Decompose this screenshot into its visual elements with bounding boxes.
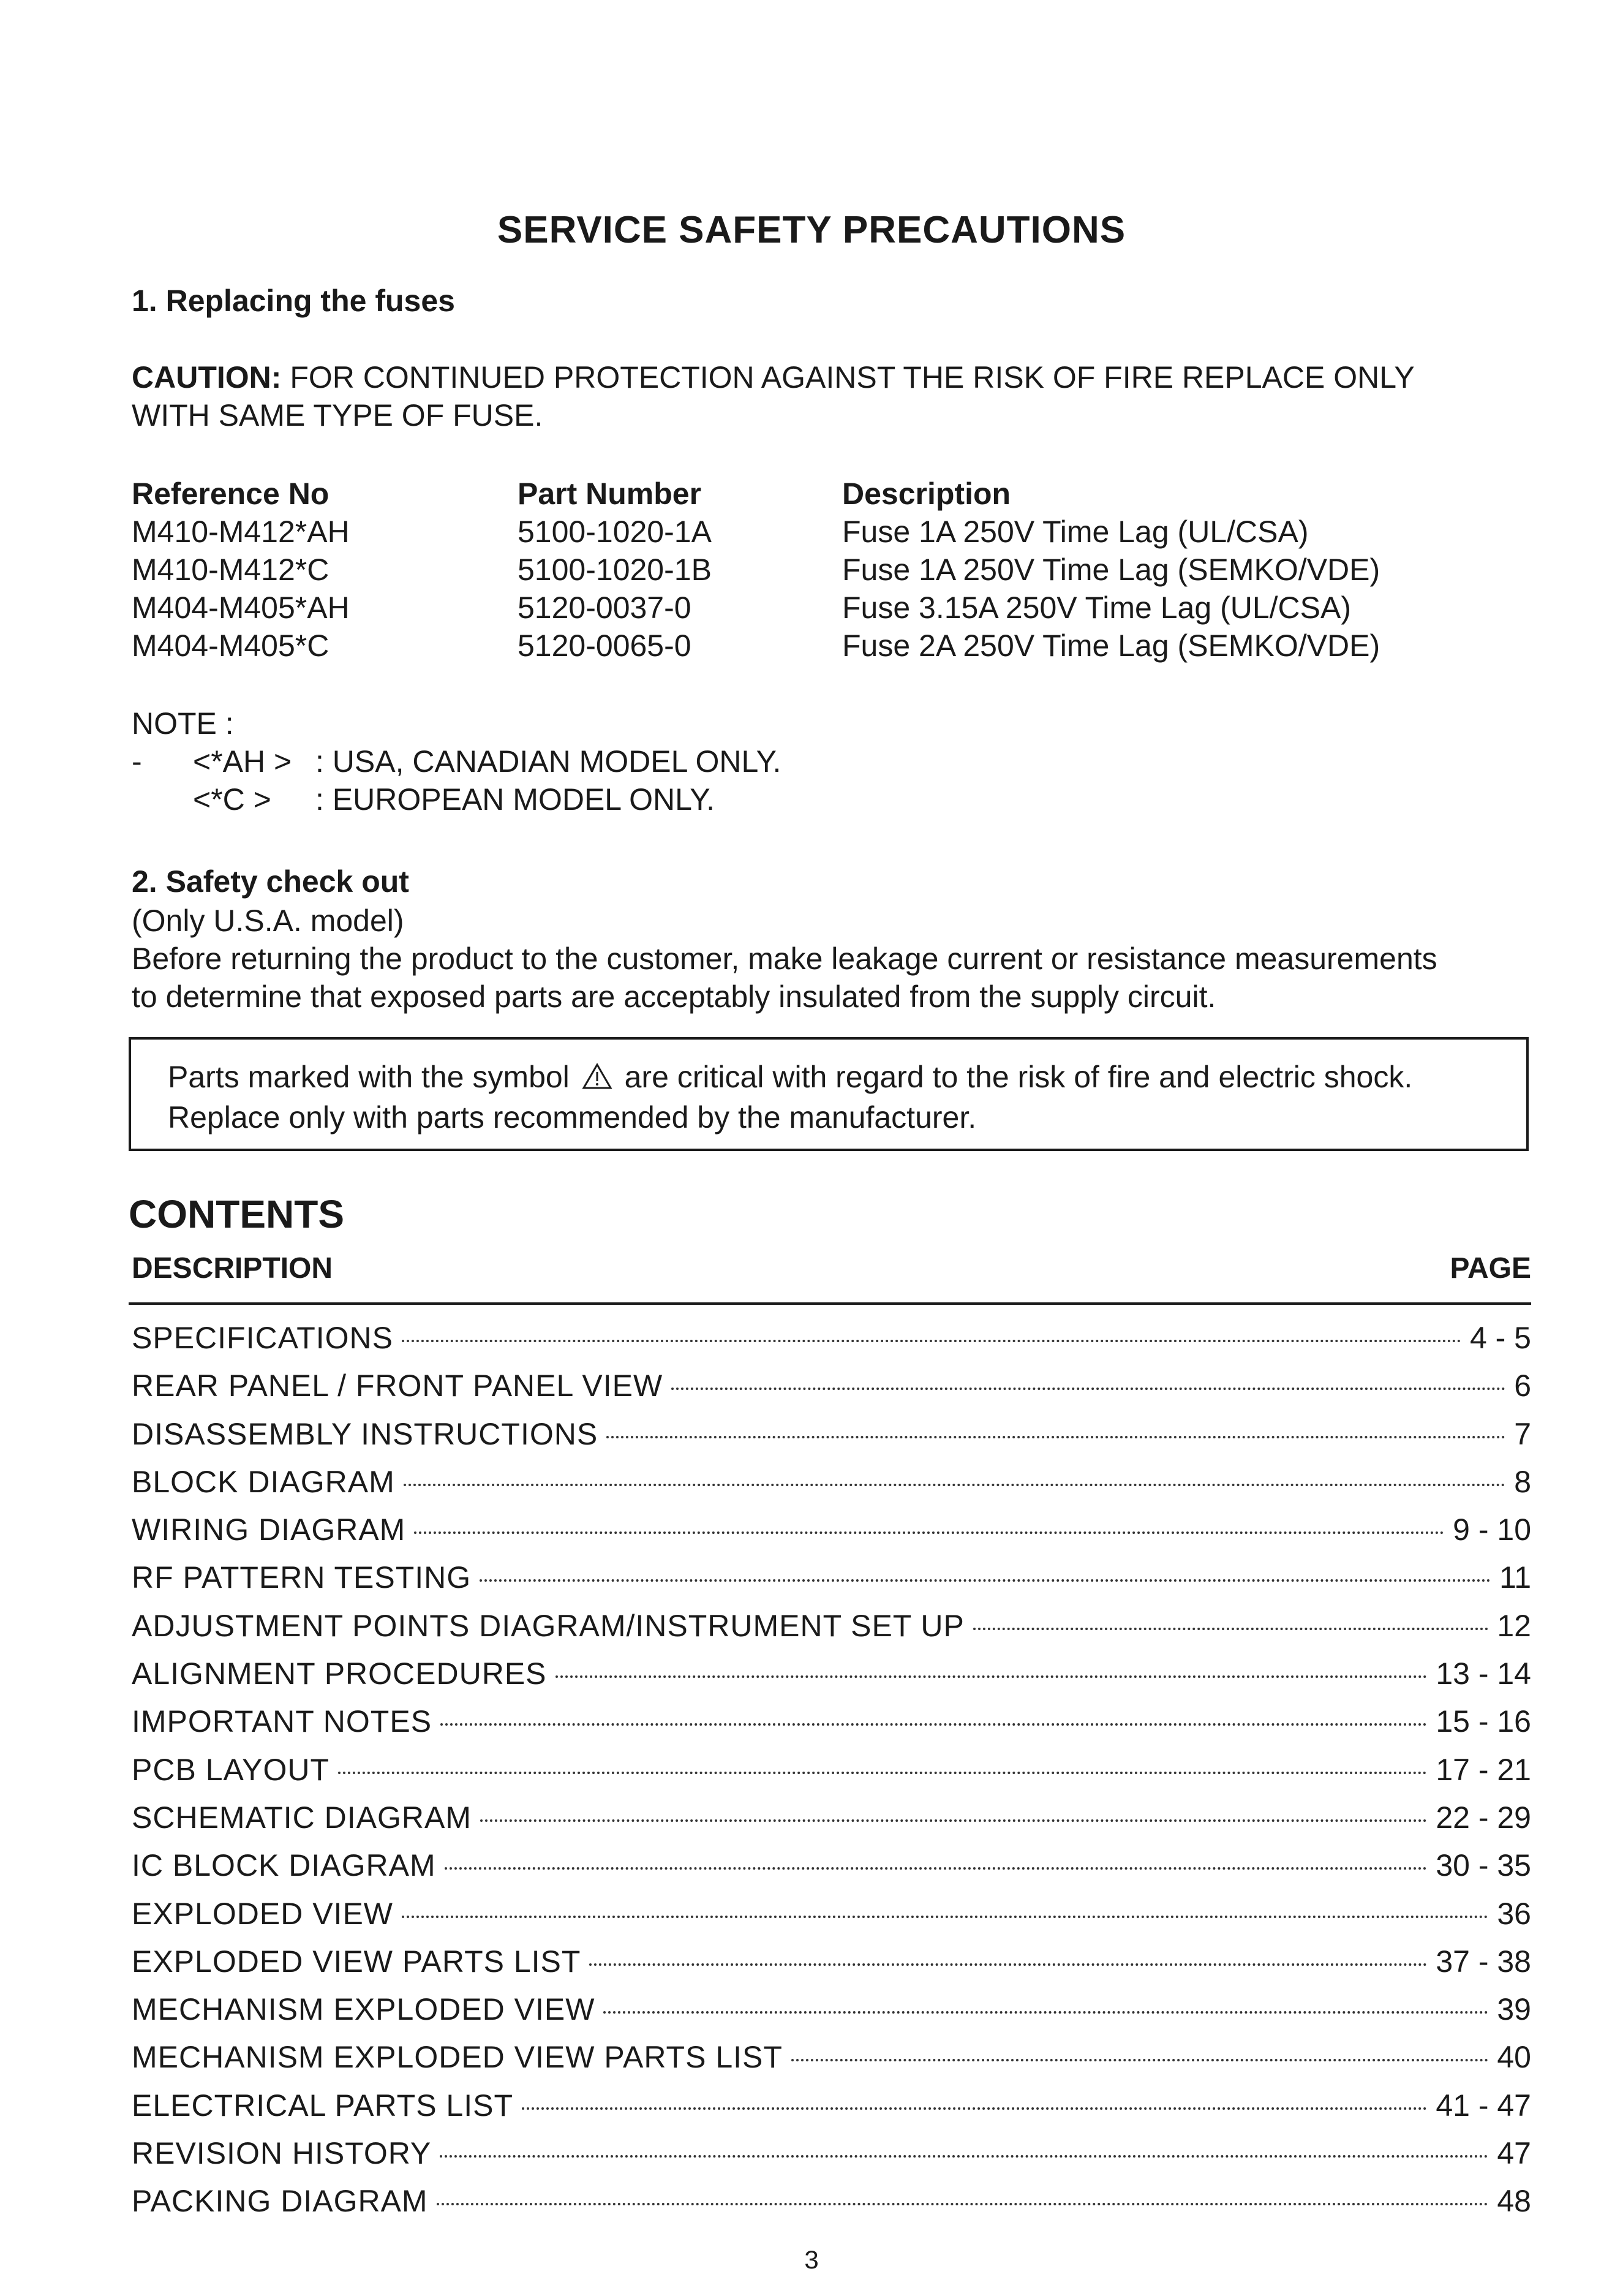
cell-description: Fuse 3.15A 250V Time Lag (UL/CSA) [842, 591, 1351, 625]
page-number: 3 [804, 2245, 819, 2274]
toc-entry-title: SCHEMATIC DIAGRAM [132, 1800, 472, 1835]
table-row [132, 627, 1380, 665]
list-item[interactable] [132, 2183, 1531, 2231]
list-item[interactable] [132, 2136, 1531, 2183]
dot-leader [445, 1867, 1428, 1870]
toc-entry-title: MECHANISM EXPLODED VIEW [132, 1992, 595, 2027]
note-model-code: <*AH > [193, 744, 292, 779]
list-item[interactable] [132, 1656, 1531, 1704]
fuse-table-header-row [132, 475, 1380, 513]
toc-entry-title: REAR PANEL / FRONT PANEL VIEW [132, 1369, 663, 1403]
dot-leader [440, 2155, 1488, 2158]
note-text: : EUROPEAN MODEL ONLY. [315, 782, 715, 817]
table-row [132, 513, 1380, 551]
note-label: NOTE : [132, 706, 234, 741]
toc-entry-title: ADJUSTMENT POINTS DIAGRAM/INSTRUMENT SET UP [132, 1608, 965, 1643]
cell-description: Fuse 1A 250V Time Lag (SEMKO/VDE) [842, 553, 1380, 587]
toc-entry-page: 11 [1499, 1560, 1531, 1595]
toc-entry-page: 6 [1514, 1369, 1531, 1403]
table-row [132, 551, 1380, 589]
page-title: SERVICE SAFETY PRECAUTIONS [497, 209, 1126, 251]
cell-reference-no: M404-M405*C [132, 629, 329, 663]
dot-leader [522, 2107, 1427, 2110]
dot-leader [437, 2203, 1489, 2205]
note-text: : USA, CANADIAN MODEL ONLY. [315, 744, 781, 779]
toc-entry-page: 30 - 35 [1436, 1848, 1531, 1883]
list-item[interactable] [132, 1896, 1531, 1944]
dot-leader [402, 1340, 1461, 1342]
dot-leader [555, 1675, 1428, 1678]
dot-leader [671, 1388, 1505, 1390]
dot-leader [606, 1436, 1505, 1438]
cell-description: Fuse 1A 250V Time Lag (UL/CSA) [842, 515, 1309, 549]
list-item[interactable] [132, 1752, 1531, 1800]
contents-page-header: PAGE [1450, 1252, 1531, 1285]
note-dash [132, 780, 193, 818]
toc-entry-page: 8 [1514, 1464, 1531, 1499]
warning-triangle-icon [582, 1060, 612, 1098]
contents-title: CONTENTS [129, 1192, 344, 1236]
toc-entry-page: 13 - 14 [1436, 1656, 1531, 1691]
list-item[interactable] [132, 1320, 1531, 1368]
section-2-line-2: to determine that exposed parts are acceptably insulated from the supply circuit. [132, 980, 1216, 1014]
list-item[interactable] [132, 2039, 1531, 2087]
dot-leader [973, 1628, 1489, 1630]
column-header-reference-no: Reference No [132, 477, 329, 511]
toc-entry-page: 22 - 29 [1436, 1800, 1531, 1835]
toc-entry-page: 9 - 10 [1453, 1512, 1531, 1547]
note-model-code: <*C > [193, 782, 271, 817]
cell-part-number: 5120-0037-0 [518, 591, 691, 625]
toc-entry-title: ELECTRICAL PARTS LIST [132, 2088, 514, 2123]
caution-paragraph [132, 358, 1415, 434]
toc-entry-title: ALIGNMENT PROCEDURES [132, 1656, 547, 1691]
list-item[interactable] [132, 1368, 1531, 1416]
list-item[interactable] [132, 2088, 1531, 2136]
note-row [132, 742, 781, 780]
toc-entry-page: 40 [1497, 2040, 1531, 2075]
dot-leader [603, 2011, 1488, 2014]
toc-entry-title: PCB LAYOUT [132, 1752, 330, 1787]
dot-leader [402, 1916, 1488, 1918]
toc-entry-page: 41 - 47 [1436, 2088, 1531, 2123]
section-1-heading: 1. Replacing the fuses [132, 284, 455, 318]
list-item[interactable] [132, 1512, 1531, 1560]
cell-reference-no: M404-M405*AH [132, 591, 350, 625]
cell-reference-no: M410-M412*C [132, 553, 329, 587]
toc-entry-title: REVISION HISTORY [132, 2136, 432, 2171]
column-header-description: Description [842, 477, 1011, 511]
list-item[interactable] [132, 1992, 1531, 2039]
toc-entry-title: SPECIFICATIONS [132, 1321, 394, 1355]
dot-leader [338, 1772, 1427, 1774]
toc-entry-page: 37 - 38 [1436, 1944, 1531, 1979]
caution-text-line-1: FOR CONTINUED PROTECTION AGAINST THE RISK OF FIRE REPLACE ONLY [281, 360, 1415, 395]
toc-entry-title: EXPLODED VIEW [132, 1896, 393, 1931]
safety-notice-box [129, 1037, 1529, 1151]
dot-leader [791, 2059, 1488, 2061]
toc-entry-page: 47 [1497, 2136, 1531, 2171]
toc-entry-title: WIRING DIAGRAM [132, 1512, 406, 1547]
cell-part-number: 5100-1020-1B [518, 553, 712, 587]
note-dash: - [132, 744, 142, 779]
notes-list [132, 742, 781, 818]
list-item[interactable] [132, 1416, 1531, 1464]
toc-entry-title: EXPLODED VIEW PARTS LIST [132, 1944, 581, 1979]
section-2-body [132, 902, 1437, 1016]
toc-entry-page: 48 [1497, 2184, 1531, 2219]
toc-entry-title: PACKING DIAGRAM [132, 2184, 428, 2219]
dot-leader [440, 1723, 1427, 1726]
safety-text-after-symbol: are critical with regard to the risk of fire and electric shock. [624, 1060, 1413, 1094]
list-item[interactable] [132, 1704, 1531, 1751]
note-row [132, 780, 781, 818]
cell-reference-no: M410-M412*AH [132, 515, 350, 549]
cell-part-number: 5120-0065-0 [518, 629, 691, 663]
dot-leader [480, 1819, 1427, 1822]
list-item[interactable] [132, 1608, 1531, 1656]
table-of-contents [132, 1320, 1531, 2232]
toc-entry-page: 7 [1514, 1416, 1531, 1451]
toc-entry-page: 17 - 21 [1436, 1752, 1531, 1787]
list-item[interactable] [132, 1848, 1531, 1895]
section-2-subheading: (Only U.S.A. model) [132, 904, 404, 938]
column-header-part-number: Part Number [518, 477, 702, 511]
contents-description-header: DESCRIPTION [132, 1252, 333, 1285]
fuse-table [132, 475, 1380, 665]
toc-entry-title: DISASSEMBLY INSTRUCTIONS [132, 1416, 598, 1451]
toc-entry-page: 12 [1497, 1608, 1531, 1643]
section-2-line-1: Before returning the product to the customer, make leakage current or resistance measurements [132, 942, 1437, 976]
list-item[interactable] [132, 1944, 1531, 1992]
caution-text-line-2: WITH SAME TYPE OF FUSE. [132, 398, 543, 432]
toc-entry-title: BLOCK DIAGRAM [132, 1464, 395, 1499]
safety-text-before-symbol: Parts marked with the symbol [168, 1060, 570, 1094]
toc-entry-page: 39 [1497, 1992, 1531, 2027]
toc-entry-title: IC BLOCK DIAGRAM [132, 1848, 436, 1883]
toc-entry-page: 15 - 16 [1436, 1704, 1531, 1739]
caution-label: CAUTION: [132, 360, 282, 395]
toc-entry-page: 4 - 5 [1469, 1321, 1531, 1355]
toc-entry-page: 36 [1497, 1896, 1531, 1931]
toc-entry-title: IMPORTANT NOTES [132, 1704, 432, 1739]
table-row [132, 589, 1380, 627]
toc-entry-title: MECHANISM EXPLODED VIEW PARTS LIST [132, 2040, 783, 2075]
cell-part-number: 5100-1020-1A [518, 515, 712, 549]
list-item[interactable] [132, 1800, 1531, 1848]
dot-leader [480, 1579, 1491, 1582]
dot-leader [589, 1963, 1427, 1966]
contents-divider [129, 1302, 1531, 1305]
safety-text-line-2: Replace only with parts recommended by the manufacturer. [168, 1100, 977, 1135]
list-item[interactable] [132, 1560, 1531, 1607]
toc-entry-title: RF PATTERN TESTING [132, 1560, 472, 1595]
list-item[interactable] [132, 1464, 1531, 1512]
dot-leader [414, 1531, 1444, 1534]
dot-leader [404, 1484, 1505, 1486]
cell-description: Fuse 2A 250V Time Lag (SEMKO/VDE) [842, 629, 1380, 663]
section-2-heading: 2. Safety check out [132, 864, 409, 899]
